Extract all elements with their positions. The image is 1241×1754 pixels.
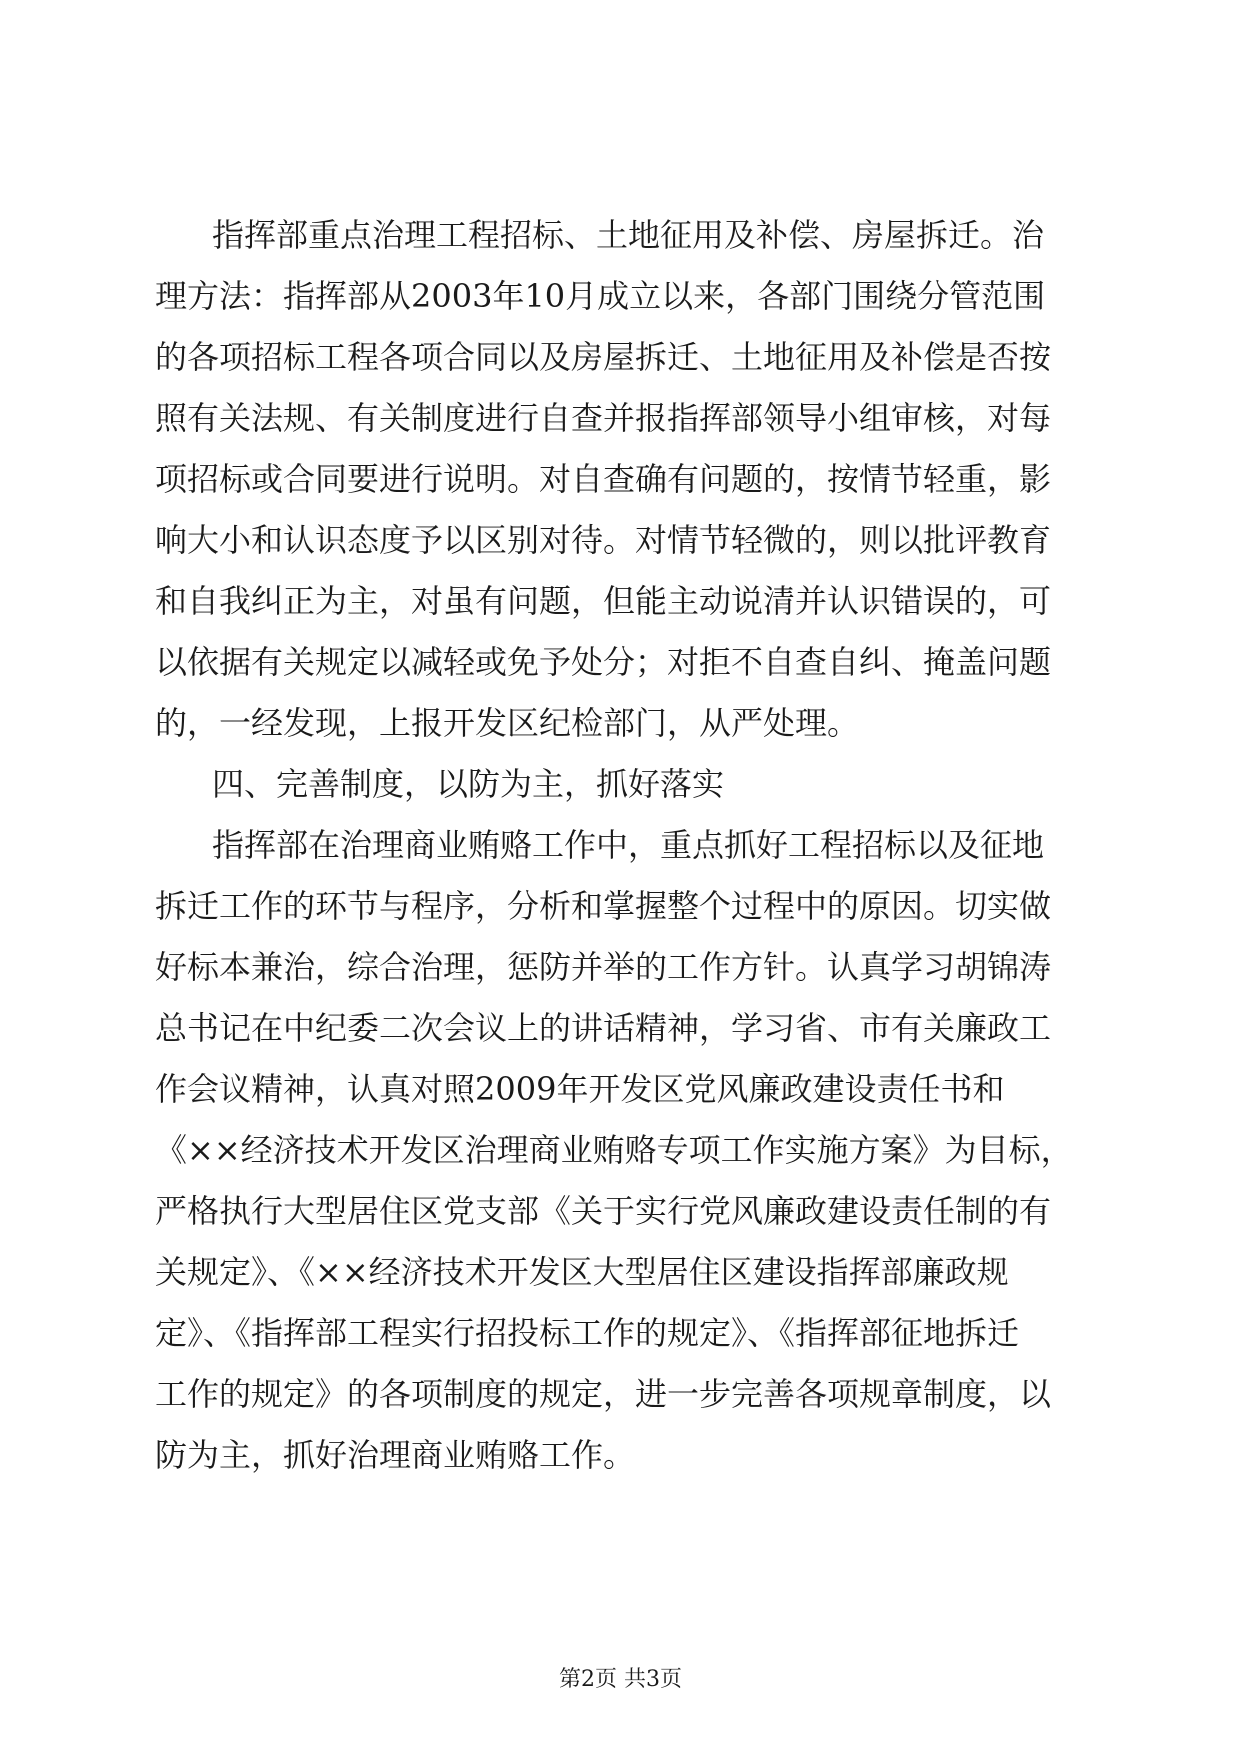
text-line — [0, 815, 1241, 875]
line-text: 好标本兼治，综合治理，惩防并举的工作方针。认真学习胡锦涛 — [155, 948, 1052, 986]
line-text: 的各项招标工程各项合同以及房屋拆迁、土地征用及补偿是否按 — [155, 338, 1052, 376]
line-text: 指挥部重点治理工程招标、土地征用及补偿、房屋拆迁。治 — [212, 216, 1045, 254]
page-number-label: 第2页 共3页 — [559, 1667, 682, 1692]
line-text: 定》、《指挥部工程实行招投标工作的规定》、《指挥部征地拆迁 — [155, 1314, 1020, 1352]
text-line — [0, 632, 1241, 692]
line-text: 《××经济技术开发区治理商业贿赂专项工作实施方案》为目标， — [155, 1131, 1073, 1169]
text-line — [0, 1242, 1241, 1302]
text-line — [0, 1059, 1241, 1119]
line-text: 严格执行大型居住区党支部《关于实行党风廉政建设责任制的有 — [155, 1192, 1052, 1230]
text-line — [0, 510, 1241, 570]
line-text: 防为主，抓好治理商业贿赂工作。 — [155, 1436, 636, 1474]
text-line — [0, 327, 1241, 387]
line-text: 指挥部在治理商业贿赂工作中，重点抓好工程招标以及征地 — [212, 826, 1045, 864]
text-line — [0, 693, 1241, 753]
line-text: 响大小和认识态度予以区别对待。对情节轻微的，则以批评教育 — [155, 521, 1052, 559]
line-text: 关规定》、《××经济技术开发区大型居住区建设指挥部廉政规 — [155, 1253, 1009, 1291]
line-text: 和自我纠正为主，对虽有问题，但能主动说清并认识错误的，可 — [155, 582, 1052, 620]
text-line — [0, 876, 1241, 936]
line-text: 总书记在中纪委二次会议上的讲话精神，学习省、市有关廉政工 — [155, 1009, 1052, 1047]
line-text: 拆迁工作的环节与程序，分析和掌握整个过程中的原因。切实做 — [155, 887, 1052, 925]
text-line — [0, 1120, 1241, 1180]
text-line — [0, 1425, 1241, 1485]
line-text: 项招标或合同要进行说明。对自查确有问题的，按情节轻重，影 — [155, 460, 1052, 498]
section-heading-text: 四、完善制度，以防为主，抓好落实 — [212, 765, 725, 803]
text-line — [0, 571, 1241, 631]
text-line — [0, 1364, 1241, 1424]
line-text: 工作的规定》的各项制度的规定，进一步完善各项规章制度，以 — [155, 1375, 1052, 1413]
text-line — [0, 205, 1241, 265]
line-text: 作会议精神，认真对照2009年开发区党风廉政建设责任书和 — [155, 1070, 1005, 1108]
text-line — [0, 388, 1241, 448]
page-footer — [0, 1665, 1241, 1695]
text-line — [0, 1303, 1241, 1363]
text-line — [0, 937, 1241, 997]
line-text: 以依据有关规定以减轻或免予处分；对拒不自查自纠、掩盖问题 — [155, 643, 1052, 681]
text-line — [0, 998, 1241, 1058]
text-line — [0, 1181, 1241, 1241]
line-text: 的，一经发现，上报开发区纪检部门，从严处理。 — [155, 704, 860, 742]
section-heading — [0, 754, 1241, 814]
text-line — [0, 449, 1241, 509]
line-text: 理方法：指挥部从2003年10月成立以来，各部门围绕分管范围 — [155, 277, 1046, 315]
text-line — [0, 266, 1241, 326]
line-text: 照有关法规、有关制度进行自查并报指挥部领导小组审核，对每 — [155, 399, 1052, 437]
